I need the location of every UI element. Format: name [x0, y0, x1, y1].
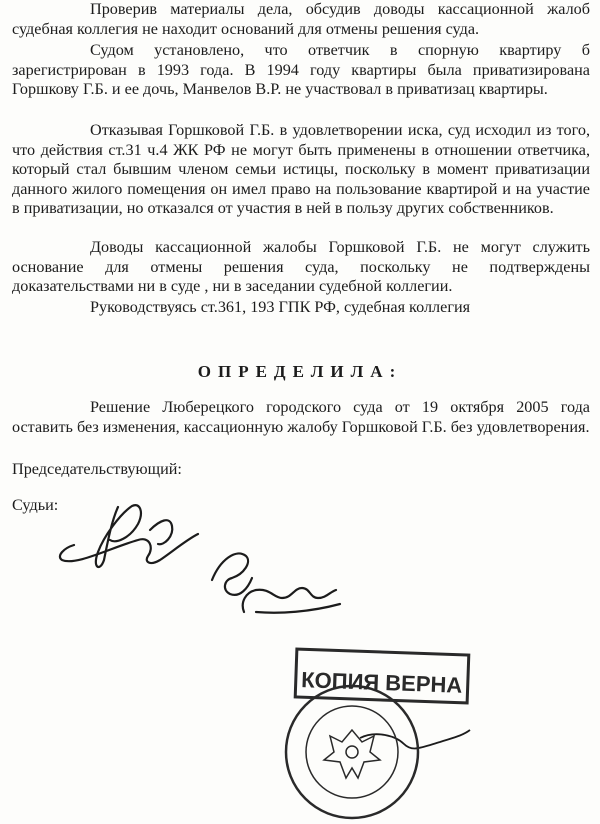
paragraph-reasoning: Отказывая Горшковой Г.Б. в удовлетворении иска, суд исходил из того, что действия ст.31 ч.4 ЖК РФ не могут быть применены в отношении ответчика, который стал бывшим членом семьи истицы, поскольку в момент приватизации данного жилого помещения он имел право на пользование квартирой и на участие в приватизации, но отказался от участия в ней в пользу других собственников.: [12, 121, 590, 217]
paragraph-facts: Судом установлено, что ответчик в спорную квартиру б зарегистрирован в 1993 года. В 1994 году квартиры была приватизирована Горшкову Г.Б. и ее дочь, Манвелов В.Р. не участвовал в приватизац квартиры.: [12, 41, 590, 98]
paragraph-grounds: Руководствуясь ст.361, 193 ГПК РФ, судебная коллегия: [90, 298, 471, 316]
judges-label: Судьи:: [12, 496, 59, 514]
decision-heading: ОПРЕДЕЛИЛА:: [197, 362, 403, 381]
paragraph-review: Проверив материалы дела, обсудив доводы кассационной жалоб судебная коллегия не находит оснований для отмены решения суда.: [12, 0, 590, 38]
presiding-judge-label: Председательствующий:: [12, 460, 182, 478]
eagle-emblem-icon: [324, 730, 380, 778]
paragraph-decision: Решение Люберецкого городского суда от 19 октября 2005 года оставить без изменения, кассационную жалобу Горшковой Г.Б. без удовлетворения.: [12, 398, 590, 436]
stamp-label: КОПИЯ ВЕРНА: [300, 667, 463, 698]
round-court-seal: [286, 686, 418, 818]
paragraph-arguments: Доводы кассационной жалобы Горшковой Г.Б. не могут служить основание для отмены решения суда, поскольку не подтверждены доказательствами ни в суде , ни в заседании судебной коллегии.: [12, 238, 590, 295]
signature-second: [212, 553, 340, 612]
signature-first: [60, 505, 198, 567]
certified-copy-stamp: [295, 649, 470, 748]
